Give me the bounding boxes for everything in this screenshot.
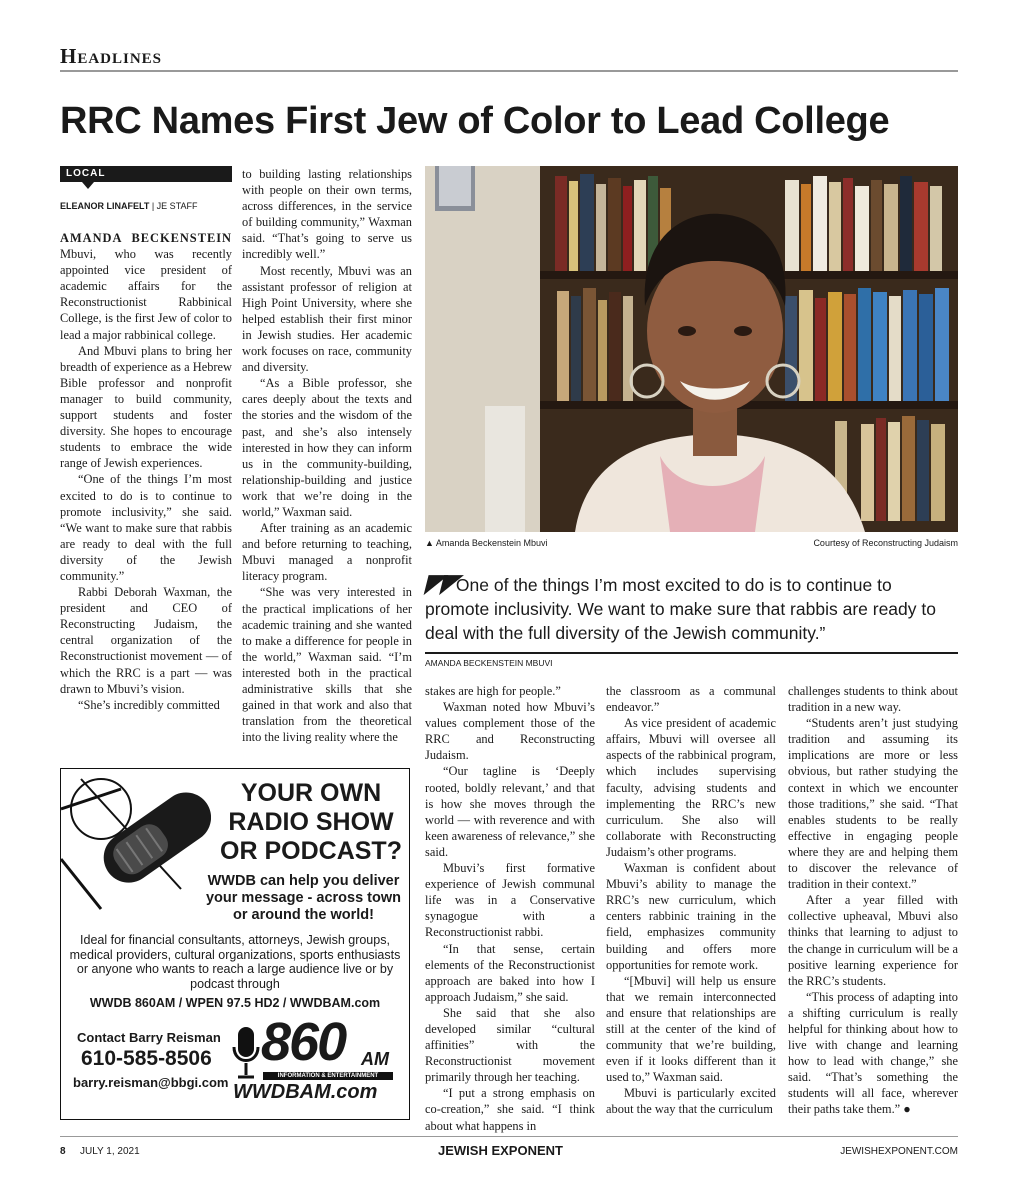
- logo-am: AM: [361, 1049, 389, 1069]
- article-column-5: [788, 683, 958, 1118]
- end-mark-icon: ●: [903, 1102, 911, 1117]
- byline-role: | JE STAFF: [151, 201, 198, 211]
- logo-number: 860: [261, 1012, 346, 1072]
- publication-site[interactable]: JEWISHEXPONENT.COM: [840, 1146, 958, 1157]
- paragraph: stakes are high for people.”: [425, 684, 561, 698]
- tag-notch: [82, 182, 94, 189]
- article-column-2: [242, 166, 412, 745]
- ad-email[interactable]: barry.reisman@bbgi.com: [73, 1075, 229, 1090]
- logo-site: WWDBAM.com: [233, 1081, 378, 1103]
- paragraph: Waxman noted how Mbuvi’s values complement those of the RRC and Reconstructing Judaism.: [425, 700, 595, 763]
- section-rule: [60, 70, 958, 72]
- paragraph: She said that she also developed similar “cultural affinities” with the Reconstructionist movement primarily through her teaching.: [425, 1005, 595, 1085]
- page-number: 8: [60, 1146, 66, 1157]
- microphone-icon: [61, 769, 211, 939]
- paragraph: challenges students to think about tradition in a new way.: [788, 684, 958, 715]
- paragraph: After a year filled with collective upheaval, Mbuvi also thinks that learning to adjust to the change in curriculum will be a positive learning experience for the RRC’s students.: [788, 893, 958, 988]
- photo-caption: ▲ Amanda Beckenstein Mbuvi: [425, 538, 548, 548]
- issue-date: JULY 1, 2021: [80, 1146, 140, 1157]
- paragraph: Rabbi Deborah Waxman, the president and CEO of Reconstructing Judaism, the central organization of the Reconstructionist movement — of which the RRC is a part — was drawn to Mbuvi’s vision.: [60, 585, 232, 696]
- pull-quote: [425, 572, 958, 645]
- ad-headline-2: RADIO SHOW: [228, 808, 394, 836]
- pull-quote-rule: [425, 652, 958, 654]
- paragraph: “She’s incredibly committed: [78, 697, 220, 712]
- ad-headline-1: YOUR OWN: [240, 779, 382, 807]
- paragraph: “[Mbuvi] will help us ensure that we remain interconnected and ensure that relationships are still at the center of the kind of community that we’re building, even if it looks different than it used to,” Waxman said.: [606, 973, 776, 1085]
- paragraph: the classroom as a communal endeavor.”: [606, 684, 776, 715]
- paragraph: “Our tagline is ‘Deeply rooted, boldly relevant,’ and that is how she moves through the world — with reverence and with keen awareness of relevance,” she said.: [425, 764, 595, 859]
- quote-mark-icon: ◤◤: [425, 570, 456, 597]
- paragraph-text: Mbuvi, who was recently appointed vice president of academic affairs for the Reconstructionist Rabbinical College, is the first Jew of color to lead a major rabbinical college.: [60, 247, 232, 342]
- ad-phone[interactable]: 610-585-8506: [81, 1047, 212, 1070]
- photo-credit: Courtesy of Reconstructing Judaism: [813, 538, 958, 548]
- ad-subheadline: WWDB can help you deliver your message - across town or around the world!: [205, 873, 401, 923]
- paragraph: As vice president of academic affairs, Mbuvi will oversee all aspects of the rabbinical program, which includes supervising faculty, advising students and implementing the RRC’s new curriculum. She also will collaborate with Reconstructing Judaism’s other programs.: [606, 716, 776, 859]
- section-header: Headlines: [60, 44, 163, 68]
- ad-contact-name: Contact Barry Reisman: [77, 1030, 221, 1045]
- paragraph: “She was very interested in the practical implications of her academic training and she wanted to make a difference for people in the world,” Waxman said. “I’m interested both in the practical administrative skills that she gained in that work and also that translation from the theoretical into the living reality where the: [242, 585, 412, 745]
- article-photo: [425, 166, 958, 532]
- pull-quote-text: One of the things I’m most excited to do is to continue to promote inclusivity. We want to make sure that rabbis are ready to deal with the full diversity of the Jewish community.”: [425, 575, 936, 643]
- headline: RRC Names First Jew of Color to Lead College: [60, 100, 890, 142]
- paragraph: Mbuvi is particularly excited about the way that the curriculum: [606, 1086, 776, 1117]
- footer-rule: [60, 1136, 958, 1137]
- microphone-logo-icon: [231, 1025, 261, 1081]
- ad-headline-3: OR PODCAST?: [220, 837, 402, 865]
- byline-author: ELEANOR LINAFELT: [60, 201, 150, 211]
- paragraph: Waxman is confident about Mbuvi’s ability to manage the RRC’s new curriculum, which centers rabbinic training in the field, emphasizes community building and offers more opportunities for remote work.: [606, 861, 776, 972]
- article-column-3: [425, 683, 595, 1134]
- paragraph: [788, 989, 958, 1118]
- byline: [60, 201, 198, 211]
- ad-body: Ideal for financial consultants, attorneys, Jewish groups, medical providers, cultural organizations, sports enthusiasts or anyone who wants to reach a large audience live or by podcast through: [69, 933, 401, 991]
- lead-name: AMANDA BECKENSTEIN: [60, 231, 232, 245]
- wwdb-logo: [231, 1012, 401, 1109]
- paragraph-text: “This process of adapting into a shifting curriculum is really helpful for thinking about how to live with change and learning how to lead with change,” she said. “That’s something the students will all face, wherever their paths take them.”: [788, 989, 958, 1117]
- photo-illustration: [425, 166, 958, 532]
- paragraph: “Students aren’t just studying tradition and assuming its implications are more or less obvious, but rather studying the context in which we encounter those traditions,” she said. “That enables students to be really effective in engaging people where they are and helping them to discover the relevance of tradition in their context.”: [788, 716, 958, 892]
- paragraph: [60, 230, 232, 343]
- radio-show-advertisement[interactable]: [60, 768, 410, 1120]
- pull-quote-attribution: AMANDA BECKENSTEIN MBUVI: [425, 658, 553, 668]
- publication-name: JEWISH EXPONENT: [438, 1143, 563, 1158]
- paragraph: “In that sense, certain elements of the Reconstructionist approach are baked into how I approach Judaism,” she said.: [425, 941, 595, 1004]
- paragraph: “I put a strong emphasis on co-creation,” she said. “I think about what happens in: [425, 1086, 595, 1133]
- paragraph: After training as an academic and before returning to teaching, Mbuvi managed a nonprofit literacy program.: [242, 521, 412, 584]
- article-column-1: [60, 230, 232, 713]
- article-column-4: [606, 683, 776, 1118]
- paragraph: to building lasting relationships with people on their own terms, across differences, in the service of building community,” Waxman said. “That’s going to serve us incredibly well.”: [242, 167, 412, 262]
- paragraph: “One of the things I’m most excited to do is to continue to promote inclusivity,” she said. “We want to make sure that rabbis are ready to deal with the full diversity of the Jewish community.”: [60, 472, 232, 583]
- paragraph: And Mbuvi plans to bring her breadth of experience as a Hebrew Bible professor and nonprofit manager to build community, support students and foster diversity. She hopes to encourage students to embrace the wide range of Jewish experiences.: [60, 343, 232, 471]
- logo-tagline: INFORMATION & ENTERTAINMENT: [263, 1072, 393, 1080]
- section-tag: LOCAL: [60, 166, 232, 182]
- ad-stations: WWDB 860AM / WPEN 97.5 HD2 / WWDBAM.com: [89, 996, 381, 1010]
- paragraph: Most recently, Mbuvi was an assistant professor of religion at High Point University, where she helped establish their first minor in Jewish studies. Her academic work focuses on race, community and diversity.: [242, 263, 412, 375]
- paragraph: Mbuvi’s first formative experience of Jewish communal life was in a Conservative synagogue with a Reconstructionist rabbi.: [425, 861, 595, 940]
- paragraph: “As a Bible professor, she cares deeply about the texts and the stories and the wisdom of the past, and she’s also intensely interested in how they can inform us in the community-building, relationship-building and justice work that we’re doing in the world,” Waxman said.: [242, 376, 412, 519]
